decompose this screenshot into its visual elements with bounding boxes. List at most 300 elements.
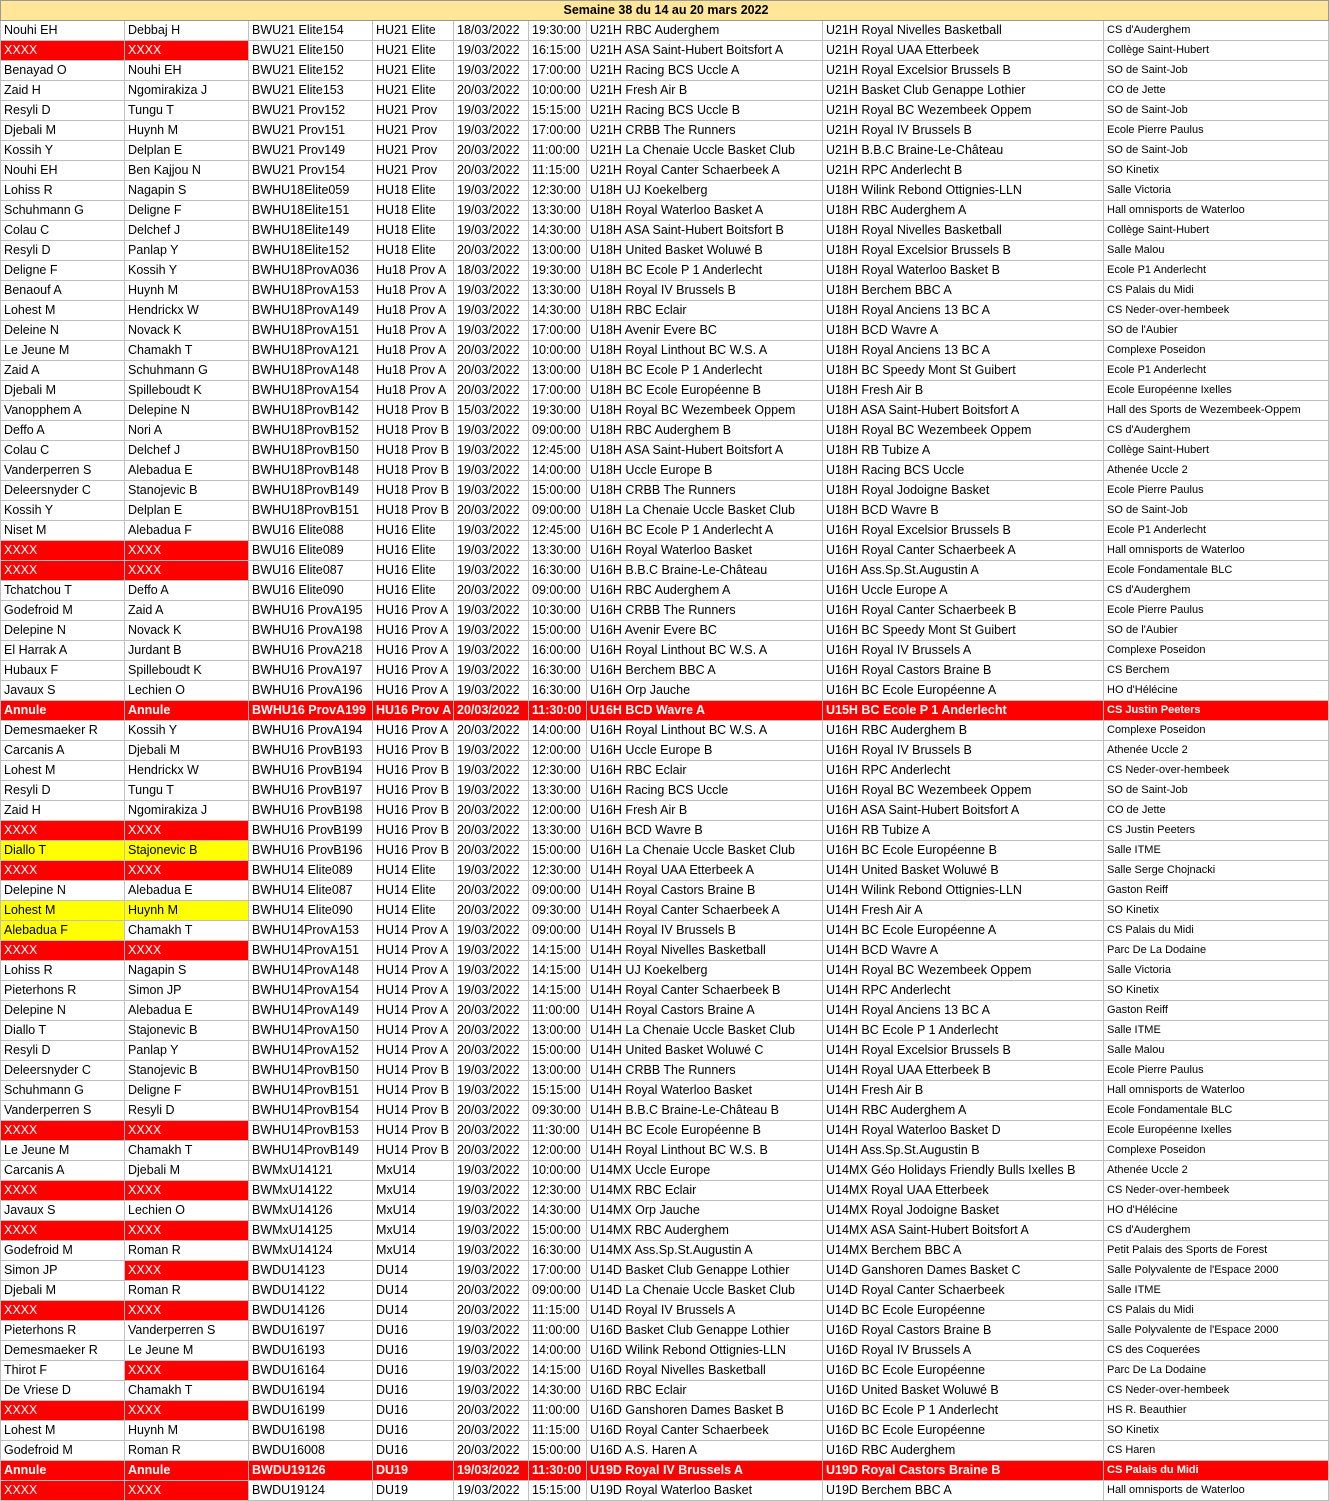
referee-1-cell: Schuhmann G: [1, 201, 125, 221]
venue-cell: Ecole P1 Anderlecht: [1104, 521, 1329, 541]
referee-2-cell: Alebadua E: [125, 1001, 249, 1021]
away-team-cell: U21H Royal IV Brussels B: [823, 121, 1104, 141]
time-cell: 15:00:00: [529, 1441, 587, 1461]
match-code-cell: BWU21 Elite154: [249, 21, 373, 41]
referee-2-cell: Roman R: [125, 1281, 249, 1301]
time-cell: 19:30:00: [529, 261, 587, 281]
time-cell: 11:30:00: [529, 1461, 587, 1481]
sheet-title: Semaine 38 du 14 au 20 mars 2022: [1, 1, 1329, 21]
referee-1-cell: XXXX: [1, 561, 125, 581]
match-code-cell: BWDU16193: [249, 1341, 373, 1361]
date-cell: 19/03/2022: [454, 681, 529, 701]
time-cell: 09:00:00: [529, 1281, 587, 1301]
table-row: [1, 961, 1329, 981]
division-cell: HU18 Elite: [373, 241, 454, 261]
away-team-cell: U16H RB Tubize A: [823, 821, 1104, 841]
date-cell: 19/03/2022: [454, 201, 529, 221]
referee-1-cell: Resyli D: [1, 781, 125, 801]
date-cell: 20/03/2022: [454, 1001, 529, 1021]
away-team-cell: U14D Royal Canter Schaerbeek: [823, 1281, 1104, 1301]
match-code-cell: BWU21 Elite153: [249, 81, 373, 101]
venue-cell: Ecole Fondamentale BLC: [1104, 561, 1329, 581]
time-cell: 15:00:00: [529, 1221, 587, 1241]
home-team-cell: U18H BC Ecole Européenne B: [587, 381, 823, 401]
venue-cell: Salle Polyvalente de l'Espace 2000: [1104, 1261, 1329, 1281]
date-cell: 20/03/2022: [454, 1301, 529, 1321]
referee-2-cell: Alebadua F: [125, 521, 249, 541]
referee-2-cell: Spilleboudt K: [125, 381, 249, 401]
referee-1-cell: Tchatchou T: [1, 581, 125, 601]
time-cell: 12:30:00: [529, 181, 587, 201]
table-row: [1, 1201, 1329, 1221]
time-cell: 10:00:00: [529, 81, 587, 101]
venue-cell: CS Neder-over-hembeek: [1104, 761, 1329, 781]
match-code-cell: BWMxU14121: [249, 1161, 373, 1181]
match-code-cell: BWU21 Prov154: [249, 161, 373, 181]
time-cell: 16:15:00: [529, 41, 587, 61]
home-team-cell: U18H ASA Saint-Hubert Boitsfort B: [587, 221, 823, 241]
referee-2-cell: Panlap Y: [125, 241, 249, 261]
date-cell: 19/03/2022: [454, 1181, 529, 1201]
time-cell: 09:30:00: [529, 1101, 587, 1121]
home-team-cell: U14H Royal Castors Braine B: [587, 881, 823, 901]
away-team-cell: U18H Wilink Rebond Ottignies-LLN: [823, 181, 1104, 201]
venue-cell: CS Palais du Midi: [1104, 1301, 1329, 1321]
referee-2-cell: Alebadua E: [125, 461, 249, 481]
home-team-cell: U21H Royal Canter Schaerbeek A: [587, 161, 823, 181]
time-cell: 11:30:00: [529, 1121, 587, 1141]
referee-1-cell: Vanopphem A: [1, 401, 125, 421]
venue-cell: Salle Victoria: [1104, 181, 1329, 201]
table-row: [1, 141, 1329, 161]
division-cell: MxU14: [373, 1201, 454, 1221]
table-row: [1, 1101, 1329, 1121]
date-cell: 20/03/2022: [454, 161, 529, 181]
referee-1-cell: Javaux S: [1, 681, 125, 701]
referee-2-cell: Chamakh T: [125, 1141, 249, 1161]
division-cell: DU16: [373, 1341, 454, 1361]
schedule-rows: [1, 21, 1329, 1501]
table-row: [1, 881, 1329, 901]
home-team-cell: U14MX RBC Auderghem: [587, 1221, 823, 1241]
venue-cell: Salle ITME: [1104, 841, 1329, 861]
time-cell: 15:00:00: [529, 1041, 587, 1061]
venue-cell: Ecole Européenne Ixelles: [1104, 381, 1329, 401]
referee-2-cell: Vanderperren S: [125, 1321, 249, 1341]
time-cell: 14:15:00: [529, 941, 587, 961]
away-team-cell: U18H Royal Jodoigne Basket: [823, 481, 1104, 501]
match-code-cell: BWHU18ProvB150: [249, 441, 373, 461]
referee-1-cell: Colau C: [1, 221, 125, 241]
venue-cell: CS Berchem: [1104, 661, 1329, 681]
venue-cell: Salle Malou: [1104, 241, 1329, 261]
referee-1-cell: Carcanis A: [1, 1161, 125, 1181]
venue-cell: SO de l'Aubier: [1104, 621, 1329, 641]
venue-cell: CO de Jette: [1104, 801, 1329, 821]
venue-cell: Complexe Poseidon: [1104, 721, 1329, 741]
venue-cell: Complexe Poseidon: [1104, 641, 1329, 661]
referee-1-cell: Nouhi EH: [1, 161, 125, 181]
venue-cell: Ecole P1 Anderlecht: [1104, 361, 1329, 381]
time-cell: 10:00:00: [529, 1161, 587, 1181]
match-code-cell: BWHU14ProvB150: [249, 1061, 373, 1081]
home-team-cell: U19D Royal IV Brussels A: [587, 1461, 823, 1481]
referee-1-cell: De Vriese D: [1, 1381, 125, 1401]
date-cell: 19/03/2022: [454, 1321, 529, 1341]
referee-2-cell: Roman R: [125, 1441, 249, 1461]
division-cell: DU16: [373, 1421, 454, 1441]
time-cell: 17:00:00: [529, 121, 587, 141]
home-team-cell: U14H Royal IV Brussels B: [587, 921, 823, 941]
table-row: [1, 761, 1329, 781]
away-team-cell: U14H Fresh Air B: [823, 1081, 1104, 1101]
venue-cell: Salle Victoria: [1104, 961, 1329, 981]
division-cell: HU14 Prov A: [373, 941, 454, 961]
date-cell: 19/03/2022: [454, 1081, 529, 1101]
away-team-cell: U18H Racing BCS Uccle: [823, 461, 1104, 481]
referee-2-cell: Simon JP: [125, 981, 249, 1001]
home-team-cell: U18H CRBB The Runners: [587, 481, 823, 501]
date-cell: 19/03/2022: [454, 621, 529, 641]
home-team-cell: U16H Avenir Evere BC: [587, 621, 823, 641]
table-row: [1, 581, 1329, 601]
division-cell: HU14 Prov A: [373, 921, 454, 941]
home-team-cell: U18H Avenir Evere BC: [587, 321, 823, 341]
division-cell: HU14 Prov A: [373, 961, 454, 981]
time-cell: 14:00:00: [529, 721, 587, 741]
time-cell: 13:30:00: [529, 781, 587, 801]
referee-2-cell: Lechien O: [125, 681, 249, 701]
match-code-cell: BWDU16198: [249, 1421, 373, 1441]
table-row: [1, 1221, 1329, 1241]
division-cell: HU16 Prov B: [373, 781, 454, 801]
home-team-cell: U14D Royal IV Brussels A: [587, 1301, 823, 1321]
away-team-cell: U18H Berchem BBC A: [823, 281, 1104, 301]
division-cell: HU16 Elite: [373, 541, 454, 561]
venue-cell: Gaston Reiff: [1104, 881, 1329, 901]
venue-cell: CS Justin Peeters: [1104, 701, 1329, 721]
away-team-cell: U16D RBC Auderghem: [823, 1441, 1104, 1461]
referee-2-cell: Le Jeune M: [125, 1341, 249, 1361]
venue-cell: Ecole Pierre Paulus: [1104, 481, 1329, 501]
time-cell: 14:30:00: [529, 1201, 587, 1221]
table-row: [1, 1061, 1329, 1081]
home-team-cell: U14H Royal UAA Etterbeek A: [587, 861, 823, 881]
home-team-cell: U14H Royal Castors Braine A: [587, 1001, 823, 1021]
referee-2-cell: XXXX: [125, 561, 249, 581]
date-cell: 20/03/2022: [454, 1021, 529, 1041]
division-cell: HU21 Elite: [373, 81, 454, 101]
table-row: [1, 1301, 1329, 1321]
away-team-cell: U16H BC Speedy Mont St Guibert: [823, 621, 1104, 641]
away-team-cell: U14H RBC Auderghem A: [823, 1101, 1104, 1121]
away-team-cell: U14H BCD Wavre A: [823, 941, 1104, 961]
away-team-cell: U21H Basket Club Genappe Lothier: [823, 81, 1104, 101]
date-cell: 19/03/2022: [454, 121, 529, 141]
home-team-cell: U14H UJ Koekelberg: [587, 961, 823, 981]
referee-2-cell: Ngomirakiza J: [125, 81, 249, 101]
home-team-cell: U16D Wilink Rebond Ottignies-LLN: [587, 1341, 823, 1361]
division-cell: HU18 Prov B: [373, 401, 454, 421]
match-code-cell: BWHU16 ProvA198: [249, 621, 373, 641]
referee-1-cell: Resyli D: [1, 241, 125, 261]
table-row: [1, 1361, 1329, 1381]
date-cell: 19/03/2022: [454, 1161, 529, 1181]
away-team-cell: U16H RBC Auderghem B: [823, 721, 1104, 741]
referee-2-cell: XXXX: [125, 1181, 249, 1201]
match-code-cell: BWU16 Elite089: [249, 541, 373, 561]
match-code-cell: BWHU14ProvB149: [249, 1141, 373, 1161]
home-team-cell: U16H La Chenaie Uccle Basket Club: [587, 841, 823, 861]
date-cell: 19/03/2022: [454, 301, 529, 321]
away-team-cell: U19D Berchem BBC A: [823, 1481, 1104, 1501]
referee-1-cell: Diallo T: [1, 1021, 125, 1041]
referee-2-cell: Stanojevic B: [125, 481, 249, 501]
referee-1-cell: Delepine N: [1, 1001, 125, 1021]
match-code-cell: BWHU14ProvB151: [249, 1081, 373, 1101]
date-cell: 19/03/2022: [454, 1341, 529, 1361]
time-cell: 19:30:00: [529, 401, 587, 421]
division-cell: HU16 Prov B: [373, 741, 454, 761]
match-code-cell: BWHU14ProvB154: [249, 1101, 373, 1121]
away-team-cell: U16H RPC Anderlecht: [823, 761, 1104, 781]
venue-cell: Hall des Sports de Wezembeek-Oppem: [1104, 401, 1329, 421]
venue-cell: SO de Saint-Job: [1104, 61, 1329, 81]
away-team-cell: U14H Fresh Air A: [823, 901, 1104, 921]
home-team-cell: U18H Uccle Europe B: [587, 461, 823, 481]
time-cell: 12:00:00: [529, 741, 587, 761]
referee-1-cell: XXXX: [1, 541, 125, 561]
venue-cell: CS Neder-over-hembeek: [1104, 1181, 1329, 1201]
division-cell: MxU14: [373, 1161, 454, 1181]
match-code-cell: BWHU16 ProvA196: [249, 681, 373, 701]
away-team-cell: U16H Royal IV Brussels B: [823, 741, 1104, 761]
date-cell: 19/03/2022: [454, 541, 529, 561]
time-cell: 13:00:00: [529, 241, 587, 261]
away-team-cell: U18H Royal Nivelles Basketball: [823, 221, 1104, 241]
division-cell: HU14 Prov B: [373, 1141, 454, 1161]
venue-cell: CS d'Auderghem: [1104, 21, 1329, 41]
referee-2-cell: Huynh M: [125, 121, 249, 141]
match-code-cell: BWHU14ProvA153: [249, 921, 373, 941]
table-row: [1, 981, 1329, 1001]
venue-cell: Hall omnisports de Waterloo: [1104, 1081, 1329, 1101]
time-cell: 14:00:00: [529, 461, 587, 481]
division-cell: HU14 Prov B: [373, 1101, 454, 1121]
referee-2-cell: XXXX: [125, 861, 249, 881]
away-team-cell: U14H Royal BC Wezembeek Oppem: [823, 961, 1104, 981]
referee-2-cell: Resyli D: [125, 1101, 249, 1121]
referee-2-cell: Deligne F: [125, 201, 249, 221]
date-cell: 20/03/2022: [454, 701, 529, 721]
division-cell: HU16 Prov B: [373, 801, 454, 821]
home-team-cell: U14H BC Ecole Européenne B: [587, 1121, 823, 1141]
division-cell: DU14: [373, 1261, 454, 1281]
home-team-cell: U14H Royal Nivelles Basketball: [587, 941, 823, 961]
match-code-cell: BWHU16 ProvA194: [249, 721, 373, 741]
division-cell: HU14 Prov A: [373, 981, 454, 1001]
match-code-cell: BWHU16 ProvB193: [249, 741, 373, 761]
time-cell: 13:30:00: [529, 281, 587, 301]
venue-cell: Collège Saint-Hubert: [1104, 221, 1329, 241]
referee-2-cell: Tungu T: [125, 781, 249, 801]
home-team-cell: U16H BCD Wavre B: [587, 821, 823, 841]
time-cell: 15:15:00: [529, 1481, 587, 1501]
division-cell: Hu18 Prov A: [373, 321, 454, 341]
table-row: [1, 161, 1329, 181]
division-cell: HU21 Elite: [373, 21, 454, 41]
match-code-cell: BWHU14 Elite089: [249, 861, 373, 881]
referee-2-cell: Annule: [125, 701, 249, 721]
venue-cell: CS des Coquerées: [1104, 1341, 1329, 1361]
home-team-cell: U21H La Chenaie Uccle Basket Club: [587, 141, 823, 161]
home-team-cell: U16H Royal Linthout BC W.S. A: [587, 721, 823, 741]
referee-2-cell: Huynh M: [125, 281, 249, 301]
home-team-cell: U14H Royal Linthout BC W.S. B: [587, 1141, 823, 1161]
away-team-cell: U18H RB Tubize A: [823, 441, 1104, 461]
referee-2-cell: XXXX: [125, 541, 249, 561]
referee-2-cell: Deffo A: [125, 581, 249, 601]
table-row: [1, 21, 1329, 41]
table-row: [1, 1401, 1329, 1421]
referee-2-cell: XXXX: [125, 821, 249, 841]
venue-cell: Ecole Fondamentale BLC: [1104, 1101, 1329, 1121]
date-cell: 20/03/2022: [454, 1101, 529, 1121]
division-cell: HU18 Elite: [373, 201, 454, 221]
away-team-cell: U16D BC Ecole Européenne: [823, 1361, 1104, 1381]
division-cell: HU14 Prov B: [373, 1121, 454, 1141]
match-code-cell: BWDU14126: [249, 1301, 373, 1321]
date-cell: 19/03/2022: [454, 1481, 529, 1501]
date-cell: 20/03/2022: [454, 1421, 529, 1441]
date-cell: 19/03/2022: [454, 641, 529, 661]
table-row: [1, 61, 1329, 81]
match-code-cell: BWHU14ProvB153: [249, 1121, 373, 1141]
referee-1-cell: Annule: [1, 1461, 125, 1481]
match-code-cell: BWDU16199: [249, 1401, 373, 1421]
referee-1-cell: XXXX: [1, 41, 125, 61]
match-code-cell: BWDU19124: [249, 1481, 373, 1501]
referee-2-cell: Stajonevic B: [125, 1021, 249, 1041]
referee-2-cell: Lechien O: [125, 1201, 249, 1221]
away-team-cell: U16H Uccle Europe A: [823, 581, 1104, 601]
venue-cell: HS R. Beauthier: [1104, 1401, 1329, 1421]
table-row: [1, 281, 1329, 301]
table-row: [1, 201, 1329, 221]
referee-2-cell: Hendrickx W: [125, 301, 249, 321]
referee-1-cell: Zaid A: [1, 361, 125, 381]
referee-2-cell: Huynh M: [125, 1421, 249, 1441]
venue-cell: Ecole Pierre Paulus: [1104, 1061, 1329, 1081]
date-cell: 19/03/2022: [454, 221, 529, 241]
away-team-cell: U18H Royal Excelsior Brussels B: [823, 241, 1104, 261]
table-row: [1, 801, 1329, 821]
time-cell: 12:00:00: [529, 1141, 587, 1161]
referee-2-cell: Stajonevic B: [125, 841, 249, 861]
referee-1-cell: Deffo A: [1, 421, 125, 441]
table-row: [1, 441, 1329, 461]
referee-1-cell: Benaouf A: [1, 281, 125, 301]
venue-cell: Hall omnisports de Waterloo: [1104, 541, 1329, 561]
home-team-cell: U14MX Uccle Europe: [587, 1161, 823, 1181]
away-team-cell: U14H Royal Excelsior Brussels B: [823, 1041, 1104, 1061]
division-cell: HU16 Elite: [373, 521, 454, 541]
match-code-cell: BWMxU14126: [249, 1201, 373, 1221]
date-cell: 19/03/2022: [454, 961, 529, 981]
referee-1-cell: XXXX: [1, 1401, 125, 1421]
referee-2-cell: Debbaj H: [125, 21, 249, 41]
time-cell: 17:00:00: [529, 1261, 587, 1281]
date-cell: 19/03/2022: [454, 181, 529, 201]
time-cell: 14:30:00: [529, 301, 587, 321]
home-team-cell: U18H La Chenaie Uccle Basket Club: [587, 501, 823, 521]
away-team-cell: U18H Fresh Air B: [823, 381, 1104, 401]
time-cell: 16:30:00: [529, 561, 587, 581]
division-cell: HU18 Prov B: [373, 481, 454, 501]
home-team-cell: U16D Royal Nivelles Basketball: [587, 1361, 823, 1381]
table-row: [1, 1161, 1329, 1181]
away-team-cell: U16H BC Ecole Européenne A: [823, 681, 1104, 701]
division-cell: DU16: [373, 1381, 454, 1401]
home-team-cell: U21H ASA Saint-Hubert Boitsfort A: [587, 41, 823, 61]
away-team-cell: U21H Royal Nivelles Basketball: [823, 21, 1104, 41]
time-cell: 15:15:00: [529, 1081, 587, 1101]
referee-1-cell: Pieterhons R: [1, 1321, 125, 1341]
division-cell: HU21 Prov: [373, 101, 454, 121]
match-code-cell: BWHU16 ProvB194: [249, 761, 373, 781]
match-code-cell: BWU16 Elite088: [249, 521, 373, 541]
referee-1-cell: Le Jeune M: [1, 1141, 125, 1161]
referee-2-cell: Djebali M: [125, 1161, 249, 1181]
referee-1-cell: Le Jeune M: [1, 341, 125, 361]
referee-2-cell: Kossih Y: [125, 721, 249, 741]
division-cell: HU18 Prov B: [373, 461, 454, 481]
match-code-cell: BWHU16 ProvA197: [249, 661, 373, 681]
referee-1-cell: XXXX: [1, 1181, 125, 1201]
match-code-cell: BWHU14ProvA152: [249, 1041, 373, 1061]
venue-cell: CS d'Auderghem: [1104, 581, 1329, 601]
home-team-cell: U16H Orp Jauche: [587, 681, 823, 701]
time-cell: 12:45:00: [529, 521, 587, 541]
referee-2-cell: Delplan E: [125, 141, 249, 161]
referee-1-cell: Nouhi EH: [1, 21, 125, 41]
date-cell: 19/03/2022: [454, 761, 529, 781]
away-team-cell: U16D BC Ecole P 1 Anderlecht: [823, 1401, 1104, 1421]
away-team-cell: U18H ASA Saint-Hubert Boitsfort A: [823, 401, 1104, 421]
time-cell: 09:00:00: [529, 581, 587, 601]
referee-2-cell: Delchef J: [125, 221, 249, 241]
venue-cell: CS Haren: [1104, 1441, 1329, 1461]
home-team-cell: U16H Royal Waterloo Basket: [587, 541, 823, 561]
table-row: [1, 661, 1329, 681]
match-code-cell: BWU21 Prov152: [249, 101, 373, 121]
referee-1-cell: XXXX: [1, 1221, 125, 1241]
away-team-cell: U14D Ganshoren Dames Basket C: [823, 1261, 1104, 1281]
referee-2-cell: Djebali M: [125, 741, 249, 761]
division-cell: HU21 Prov: [373, 141, 454, 161]
match-code-cell: BWHU18ProvA151: [249, 321, 373, 341]
date-cell: 20/03/2022: [454, 141, 529, 161]
venue-cell: Petit Palais des Sports de Forest: [1104, 1241, 1329, 1261]
match-code-cell: BWHU16 ProvA199: [249, 701, 373, 721]
referee-1-cell: Simon JP: [1, 1261, 125, 1281]
date-cell: 19/03/2022: [454, 601, 529, 621]
date-cell: 20/03/2022: [454, 1141, 529, 1161]
time-cell: 17:00:00: [529, 381, 587, 401]
home-team-cell: U18H RBC Auderghem B: [587, 421, 823, 441]
away-team-cell: U16D United Basket Woluwé B: [823, 1381, 1104, 1401]
home-team-cell: U14H United Basket Woluwé C: [587, 1041, 823, 1061]
